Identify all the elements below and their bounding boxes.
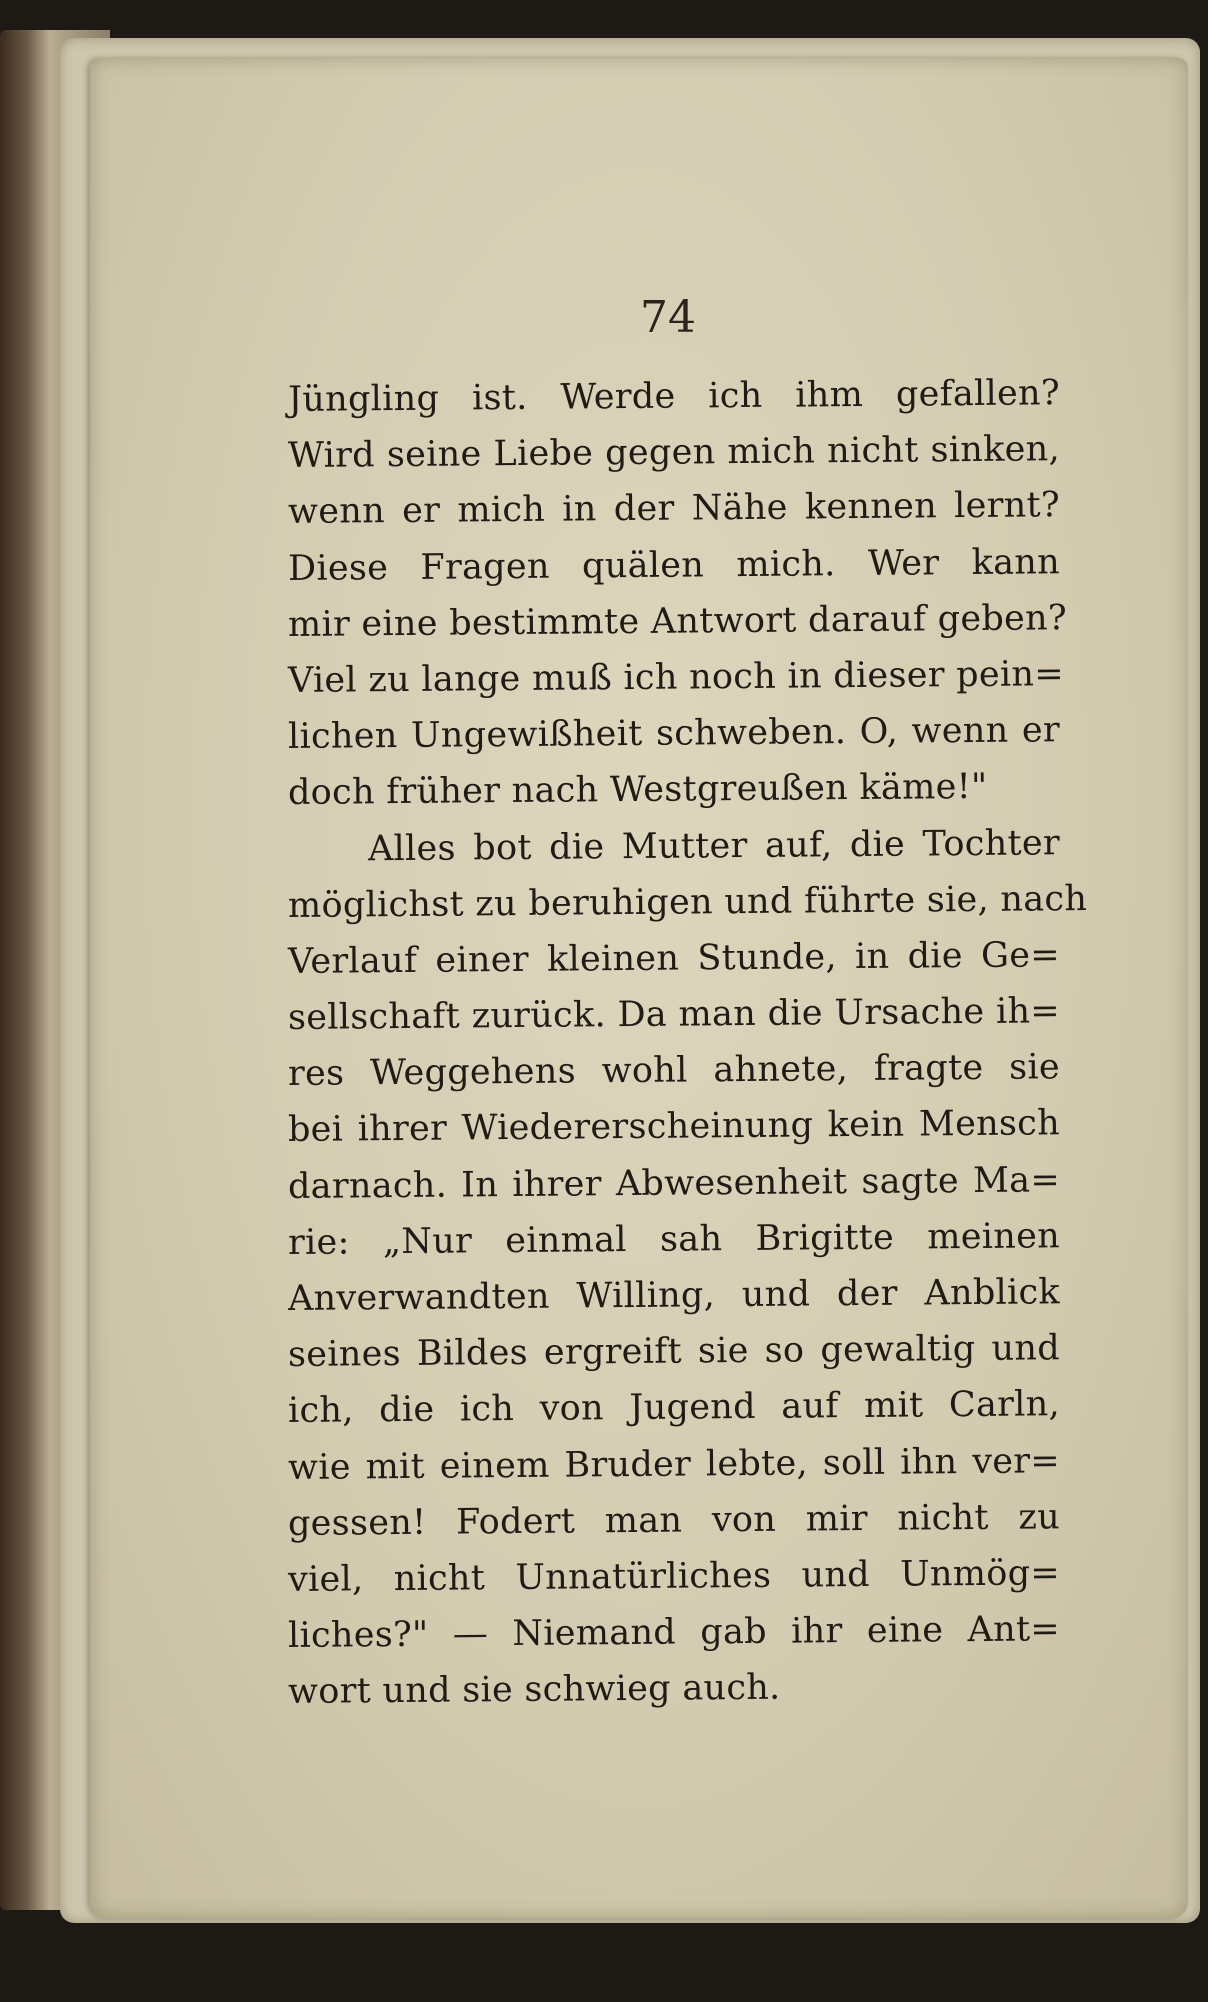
paragraph-start-line: Alles bot die Mutter auf, die Tochter	[367, 822, 1061, 869]
text-line: res Weggehens wohl ahnete, fragte sie	[287, 1047, 1061, 1095]
text-line: rie: „Nur einmal sah Brigitte meinen	[287, 1216, 1061, 1263]
page-number: 74	[640, 292, 696, 343]
text-line: ich, die ich von Jugend auf mit Carln,	[287, 1384, 1061, 1432]
text-line: Anverwandten Willing, und der Anblick	[287, 1272, 1061, 1319]
text-line: wenn er mich in der Nähe kennen lernt?	[287, 485, 1061, 533]
text-line: bei ihrer Wiedererscheinung kein Mensch	[287, 1103, 1061, 1151]
text-line: möglichst zu beruhigen und führte sie, nach	[287, 878, 1088, 926]
text-line: wort und sie schwieg auch.	[287, 1668, 781, 1713]
text-line: Wird seine Liebe gegen mich nicht sinken,	[287, 429, 1061, 477]
text-block	[287, 372, 1088, 1721]
text-line: Jüngling ist. Werde ich ihm gefallen?	[287, 373, 1061, 420]
text-line: lichen Ungewißheit schweben. O, wenn er	[287, 710, 1061, 758]
text-line: Verlauf einer kleinen Stunde, in die Ge=	[287, 935, 1061, 982]
text-line: Diese Fragen quälen mich. Wer kann	[287, 541, 1061, 589]
text-line: seines Bildes ergreift sie so gewaltig und	[287, 1328, 1061, 1376]
text-line: gessen! Fodert man von mir nicht zu	[287, 1497, 1061, 1544]
text-line: darnach. In ihrer Abwesenheit sagte Ma=	[287, 1159, 1061, 1207]
text-line: sellschaft zurück. Da man die Ursache ih=	[287, 991, 1061, 1039]
text-line: Viel zu lange muß ich noch in dieser pein=	[287, 654, 1065, 701]
text-line: liches?" — Niemand gab ihr eine Ant=	[287, 1609, 1061, 1657]
text-line: wie mit einem Bruder lebte, soll ihn ver=	[287, 1440, 1061, 1488]
text-line: viel, nicht Unnatürliches und Unmög=	[287, 1553, 1061, 1600]
text-line: mir eine bestimmte Antwort darauf geben?	[287, 597, 1068, 645]
text-line: doch früher nach Westgreußen käme!"	[287, 767, 988, 814]
